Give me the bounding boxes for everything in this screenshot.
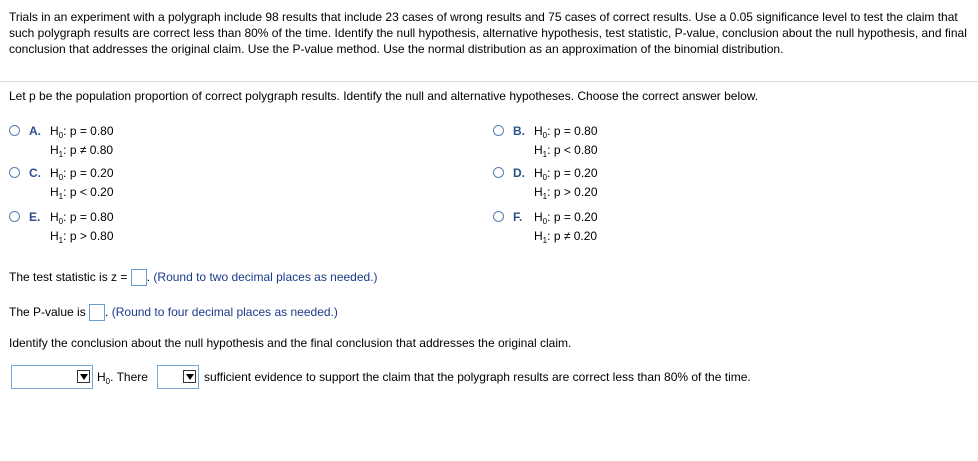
conclusion-prompt: Identify the conclusion about the null hypothesis and the final conclusion that addresses the original claim.	[9, 336, 572, 350]
question-instruction: Let p be the population proportion of correct polygraph results. Identify the null and alternative hypotheses. Choose the correct answer below.	[9, 89, 759, 103]
test-statistic-row	[9, 269, 378, 286]
p-value-hint: (Round to four decimal places as needed.)	[111, 305, 338, 319]
test-statistic-hint: (Round to two decimal places as needed.)	[153, 270, 378, 284]
null-hypothesis: $H_0$: p = 0.80	[50, 210, 114, 226]
option-letter: E.	[29, 210, 41, 224]
radio-option-e[interactable]	[9, 211, 20, 222]
p-value-input[interactable]	[89, 304, 105, 321]
alternative-hypothesis: $H_1$: p > 0.20	[534, 185, 598, 201]
radio-option-f[interactable]	[493, 211, 504, 222]
null-hypothesis: $H_0$: p = 0.20	[534, 210, 598, 226]
alternative-hypothesis: $H_1$: p < 0.80	[534, 143, 598, 159]
option-letter: C.	[29, 166, 41, 180]
alternative-hypothesis: $H_1$: p ≠ 0.80	[50, 143, 114, 159]
period: .	[105, 305, 109, 319]
radio-option-b[interactable]	[493, 125, 504, 136]
null-hypothesis: $H_0$: p = 0.80	[534, 124, 598, 140]
radio-option-a[interactable]	[9, 125, 20, 136]
option-letter: D.	[513, 166, 525, 180]
radio-option-c[interactable]	[9, 167, 20, 178]
p-value-row	[9, 304, 338, 321]
alternative-hypothesis: $H_1$: p ≠ 0.20	[534, 229, 598, 245]
option-letter: A.	[29, 124, 41, 138]
radio-option-d[interactable]	[493, 167, 504, 178]
conclusion-h0-text: $H_0$. There	[97, 370, 148, 386]
dropdown-arrow-icon[interactable]	[77, 370, 90, 383]
period: .	[146, 270, 151, 284]
test-statistic-label: The test statistic is z =	[9, 270, 128, 284]
alternative-hypothesis: $H_1$: p > 0.80	[50, 229, 114, 245]
divider	[0, 81, 978, 82]
reject-decision-dropdown[interactable]	[11, 365, 93, 389]
dropdown-arrow-icon[interactable]	[183, 370, 196, 383]
test-statistic-input[interactable]	[131, 269, 147, 286]
option-letter: B.	[513, 124, 525, 138]
null-hypothesis: $H_0$: p = 0.20	[50, 166, 114, 182]
conclusion-claim-text: sufficient evidence to support the claim that the polygraph results are correct less than 80% of the time.	[204, 370, 751, 384]
problem-statement: Trials in an experiment with a polygraph include 98 results that include 23 cases of wrong results and 75 cases of correct results. Use a 0.05 significance level to test the claim that such polygraph results are correct less than 80% of the time. Identify the null hypothesis, alternative hypothesis, test statistic, P-value, conclusion about the null hypothesis, and final conclusion that addresses the original claim. Use the P-value method. Use the normal distribution as an approximation of the binomial distribution.	[9, 10, 967, 56]
p-value-label: The P-value is	[9, 305, 86, 319]
null-hypothesis: $H_0$: p = 0.80	[50, 124, 114, 140]
alternative-hypothesis: $H_1$: p < 0.20	[50, 185, 114, 201]
option-letter: F.	[513, 210, 523, 224]
null-hypothesis: $H_0$: p = 0.20	[534, 166, 598, 182]
evidence-dropdown[interactable]	[157, 365, 199, 389]
